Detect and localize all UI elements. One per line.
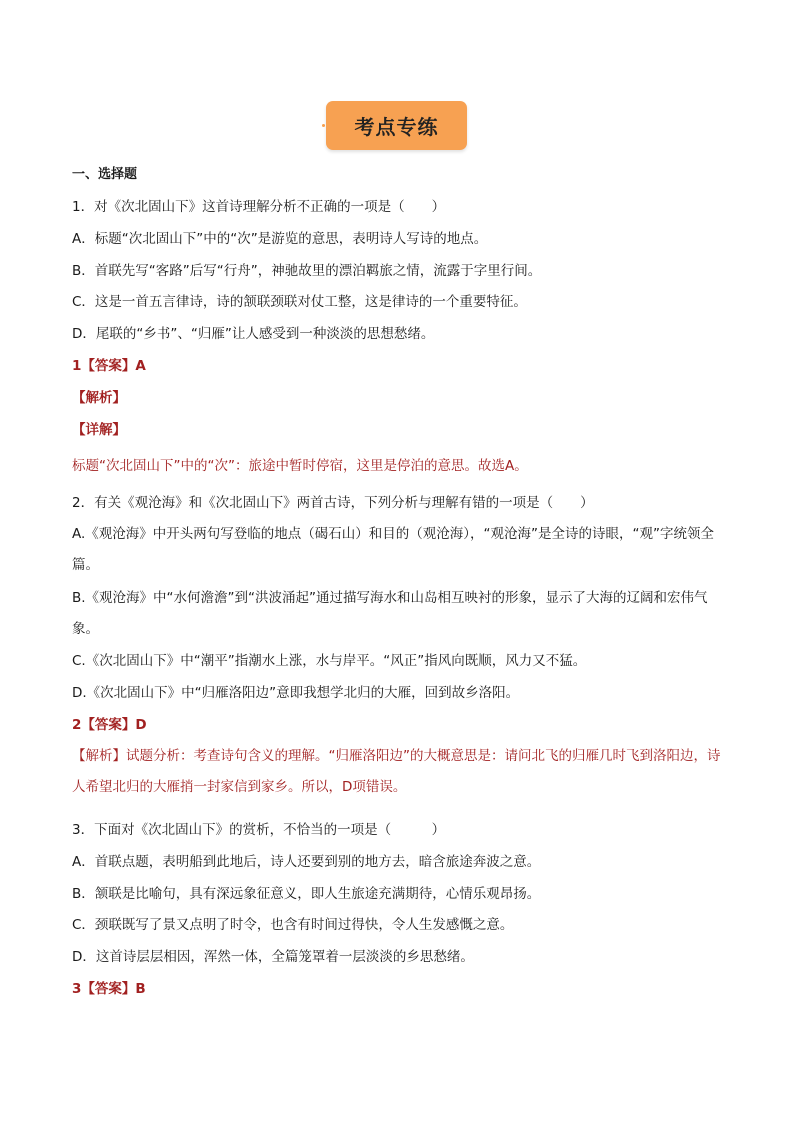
q1-option-d: D．尾联的“乡书”、“归雁”让人感受到一种淡淡的思想愁绪。 (72, 326, 435, 342)
banner-dot (322, 124, 325, 127)
q2-option-c: C.《次北固山下》中“潮平”指潮水上涨，水与岸平。“风正”指风向既顺，风力又不猛。 (72, 653, 587, 669)
q3-option-b: B．颔联是比喻句，具有深远象征意义，即人生旅途充满期待，心情乐观昂扬。 (72, 886, 541, 902)
q1-option-b: B．首联先写“客路”后写“行舟”，神驰故里的漂泊羁旅之情，流露于字里行间。 (72, 263, 542, 279)
q2-option-b: B.《观沧海》中“水何澹澹”到“洪波涌起”通过描写海水和山岛相互映衬的形象，显示了大海的辽阔和宏伟气象。 (72, 590, 708, 637)
q1-answer: 1【答案】A (72, 358, 146, 374)
q1-analysis-label: 【解析】 (72, 390, 126, 406)
q1-detail-label: 【详解】 (72, 422, 126, 438)
q1-option-c: C．这是一首五言律诗，诗的颔联颈联对仗工整，这是律诗的一个重要特征。 (72, 294, 527, 310)
banner-area (0, 101, 794, 151)
q1-stem: 1．对《次北固山下》这首诗理解分析不正确的一项是（ ） (72, 199, 446, 215)
section-title: 一、选择题 (72, 167, 138, 182)
q3-option-c: C．颈联既写了景又点明了时令，也含有时间过得快，令人生发感慨之意。 (72, 917, 514, 933)
q2-answer: 2【答案】D (72, 717, 147, 733)
q2-analysis: 【解析】试题分析：考查诗句含义的理解。“归雁洛阳边”的大概意思是：请问北飞的归雁几时飞到洛阳边，诗人希望北归的大雁捎一封家信到家乡。所以，D项错误。 (72, 748, 721, 795)
q3-stem: 3．下面对《次北固山下》的赏析，不恰当的一项是（ ） (72, 822, 446, 838)
q1-detail: 标题“次北固山下”中的“次”：旅途中暂时停宿，这里是停泊的意思。故选A。 (72, 458, 528, 474)
q3-option-a: A．首联点题，表明船到此地后，诗人还要到别的地方去，暗含旅途奔波之意。 (72, 854, 541, 870)
q2-option-d: D.《次北固山下》中“归雁洛阳边”意即我想学北归的大雁，回到故乡洛阳。 (72, 685, 520, 701)
q2-option-a: A.《观沧海》中开头两句写登临的地点（碣石山）和目的（观沧海），“观沧海”是全诗的诗眼，“观”字统领全篇。 (72, 526, 715, 573)
q2-stem: 2．有关《观沧海》和《次北固山下》两首古诗，下列分析与理解有错的一项是（ ） (72, 495, 594, 511)
q3-option-d: D．这首诗层层相因，浑然一体，全篇笼罩着一层淡淡的乡思愁绪。 (72, 949, 474, 965)
q1-option-a: A．标题“次北固山下”中的“次”是游览的意思，表明诗人写诗的地点。 (72, 231, 488, 247)
banner-title: 考点专练 (326, 101, 467, 150)
q3-answer: 3【答案】B (72, 981, 146, 997)
